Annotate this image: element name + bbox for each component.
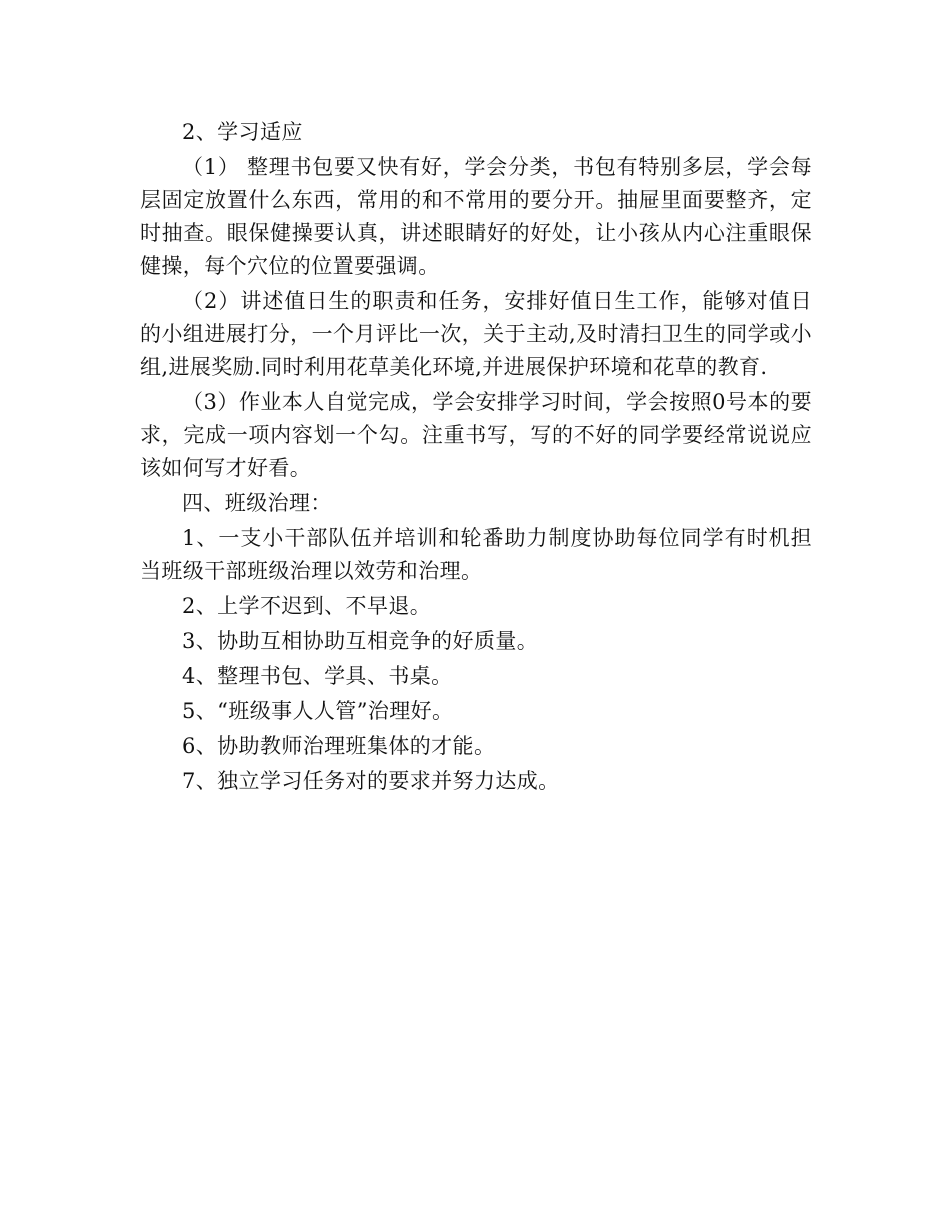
list-item-5: 5、“班级事人人管”治理好。 <box>182 699 454 723</box>
paragraph-schoolbag: （1） 整理书包要又快有好，学会分类，书包有特别多层，学会每层固定放置什么东西，常用的和不常用的要分开。抽屉里面要整齐，定时抽查。眼保健操要认真，讲述眼睛好的好处，让小孩从内心注重眼保健操，每个穴位的位置要强调。 <box>140 155 812 278</box>
list-item-6: 6、协助教师治理班集体的才能。 <box>182 734 496 758</box>
list-item-1: 1、一支小干部队伍并培训和轮番助力制度协助每位同学有时机担当班级干部班级治理以效劳和治理。 <box>140 526 812 583</box>
list-item-4: 4、整理书包、学具、书桌。 <box>182 664 453 688</box>
paragraph-homework: （3）作业本人自觉完成，学会安排学习时间，学会按照0号本的要求，完成一项内容划一个勾。注重书写，写的不好的同学要经常说说应该如何写才好看。 <box>140 390 812 480</box>
heading-learning-adaptation: 2、学习适应 <box>182 120 303 144</box>
list-item-7: 7、独立学习任务对的要求并努力达成。 <box>182 769 560 793</box>
paragraph-duty-students: （2）讲述值日生的职责和任务，安排好值日生工作，能够对值日的小组进展打分，一个月评比一次，关于主动,及时清扫卫生的同学或小组,进展奖励.同时利用花草美化环境,并进展保护环境和花草的教育. <box>140 289 812 379</box>
list-item-2: 2、上学不迟到、不早退。 <box>182 594 432 618</box>
document-body <box>140 116 812 800</box>
list-item-3: 3、协助互相协助互相竞争的好质量。 <box>182 629 539 653</box>
heading-class-management: 四、班级治理： <box>182 491 332 515</box>
